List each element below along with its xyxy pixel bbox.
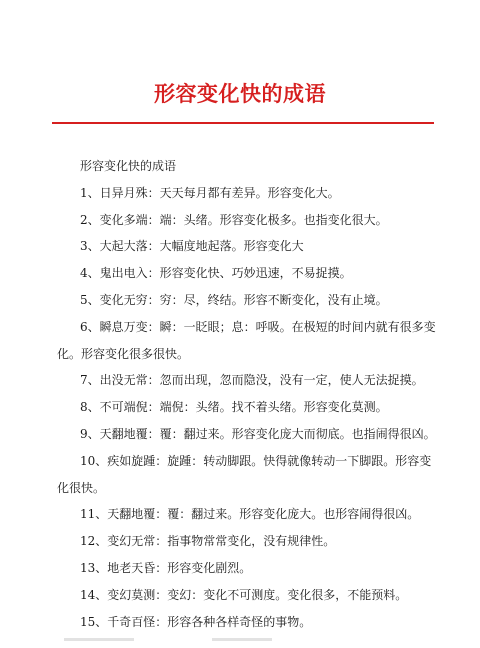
idiom-item: 13、地老天昏：形容变化剧烈。: [80, 560, 252, 575]
idiom-item: 10、疾如旋踵：旋踵：转动脚跟。快得就像转动一下脚跟。形容变: [80, 453, 432, 468]
idiom-item: 4、鬼出电入：形容变化快、巧妙迅速，不易捉摸。: [80, 266, 352, 281]
idiom-item: 3、大起大落：大幅度地起落。形容变化大: [80, 239, 304, 254]
idiom-item: 12、变幻无常：指事物常常变化，没有规律性。: [80, 534, 336, 549]
idiom-item-continuation: 化。形容变化很多很快。: [57, 346, 190, 361]
idiom-item: 14、变幻莫测：变幻：变化不可测度。变化很多，不能预料。: [80, 587, 408, 602]
footer-mark: [212, 638, 272, 641]
idiom-item: 2、变化多端：端：头绪。形容变化极多。也指变化很大。: [80, 212, 388, 227]
idiom-item: 9、天翻地覆：覆：翻过来。形容变化庞大而彻底。也指闹得很凶。: [80, 426, 436, 441]
idiom-item-continuation: 化很快。: [57, 480, 106, 495]
title-divider: [52, 122, 434, 124]
idiom-item: 5、变化无穷：穷：尽，终结。形容不断变化，没有止境。: [80, 292, 388, 307]
idiom-item: 8、不可端倪：端倪：头绪。找不着头绪。形容变化莫测。: [80, 400, 388, 415]
intro-line: 形容变化快的成语: [80, 159, 177, 173]
idiom-item: 11、天翻地覆：覆：翻过来。形容变化庞大。也形容闹得很凶。: [80, 507, 420, 522]
footer-mark: [64, 638, 134, 641]
idiom-item: 1、日异月殊：天天每月都有差异。形容变化大。: [80, 185, 340, 200]
idiom-item: 7、出没无常：忽而出现，忽而隐没，没有一定，使人无法捉摸。: [80, 373, 424, 388]
document-title: 形容变化快的成语: [154, 82, 326, 106]
idiom-item: 6、瞬息万变：瞬：一眨眼；息：呼吸。在极短的时间内就有很多变: [80, 319, 436, 334]
idiom-item: 15、千奇百怪：形容各种各样奇怪的事物。: [80, 614, 312, 629]
document-body: [58, 153, 438, 635]
